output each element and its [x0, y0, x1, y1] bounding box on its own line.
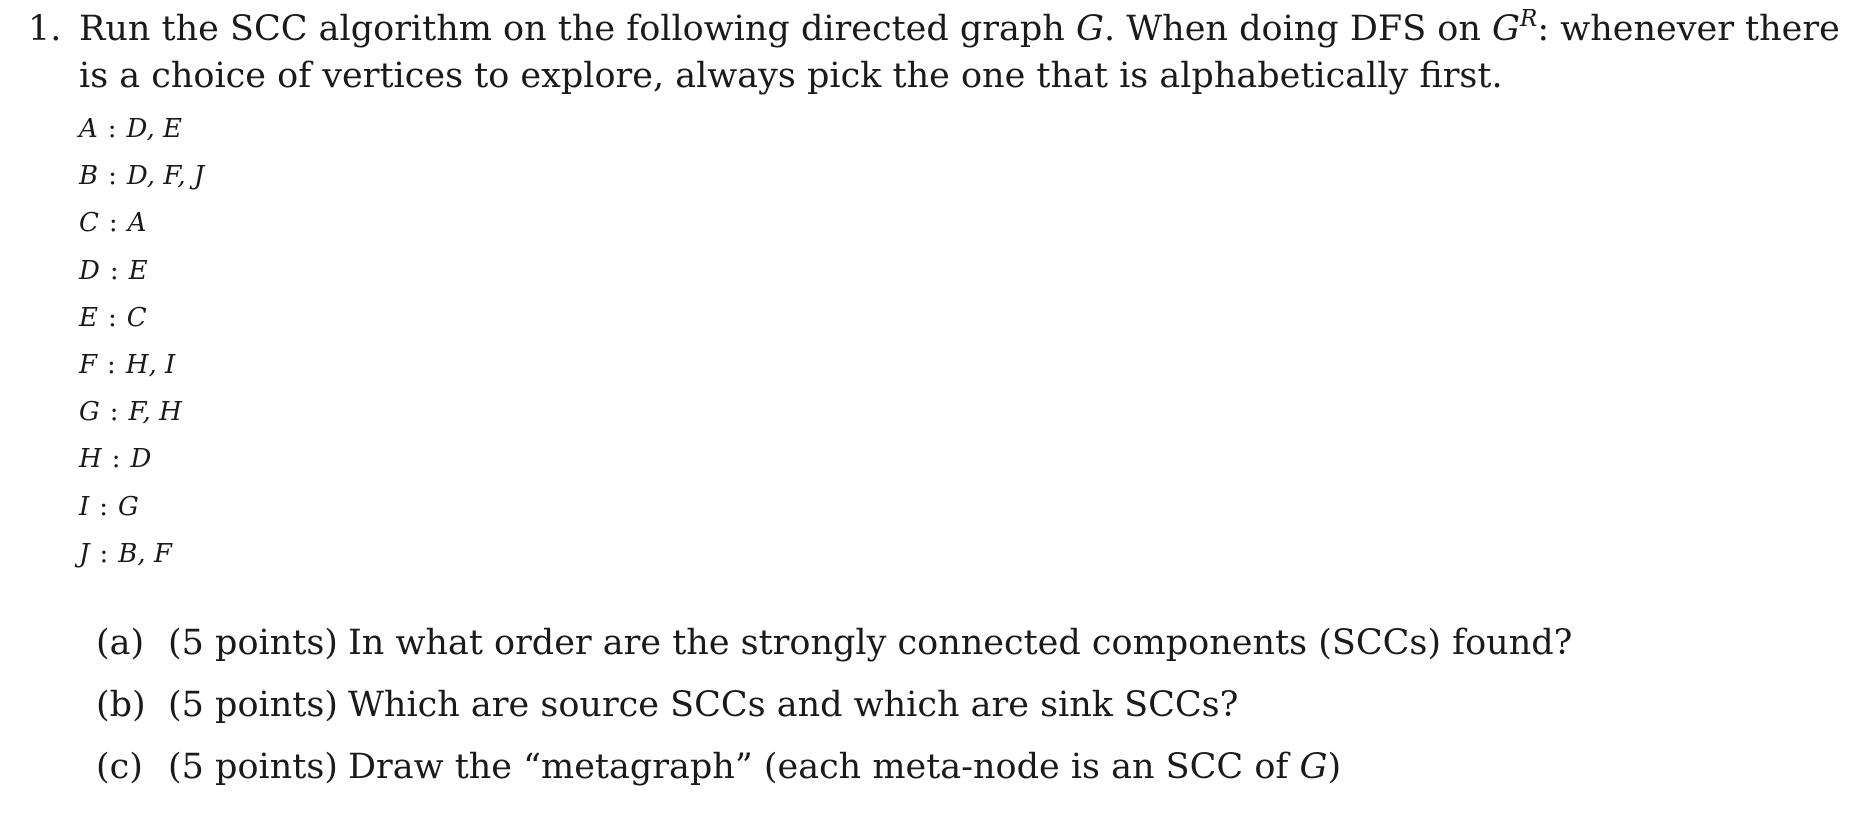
vertex-neighbors: H, I: [125, 349, 176, 380]
adjacency-colon: :: [111, 444, 121, 475]
subquestion-text: In what order are the strongly connected components (SCCs) found?: [347, 622, 1573, 663]
subquestion-text-end: ): [1327, 746, 1342, 787]
adjacency-row-e: [79, 295, 1848, 342]
adjacency-colon: :: [99, 491, 109, 522]
vertex-label: G: [79, 397, 100, 428]
question-line-1: [28, 6, 1848, 53]
question-number: 1.: [28, 9, 62, 49]
vertex-neighbors: E: [128, 255, 148, 286]
adjacency-colon: :: [107, 114, 117, 144]
question-text-end: : whenever there: [1537, 9, 1840, 49]
vertex-neighbors: B, F: [118, 538, 172, 569]
adjacency-colon: :: [107, 349, 116, 380]
adjacency-colon: :: [109, 255, 119, 286]
subquestion-text: Draw the “metagraph” (each meta-node is an SCC of: [347, 746, 1300, 787]
question-text-start: Run the SCC algorithm on the following directed graph: [79, 9, 1076, 49]
question-text-mid: . When doing DFS on: [1103, 9, 1493, 49]
adjacency-row-a: [79, 106, 1848, 153]
adjacency-colon: :: [99, 538, 109, 569]
reverse-graph-superscript: R: [1520, 6, 1538, 32]
adjacency-colon: :: [108, 161, 117, 192]
vertex-label: F: [79, 349, 98, 380]
adjacency-row-j: [79, 531, 1848, 578]
adjacency-list: [28, 106, 1848, 578]
graph-symbol: G: [1075, 9, 1104, 49]
vertex-neighbors: F, H: [128, 397, 182, 428]
subquestion-list: [28, 612, 1848, 798]
vertex-label: J: [79, 538, 90, 569]
adjacency-row-i: [79, 484, 1848, 531]
graph-symbol: G: [1299, 746, 1328, 787]
subquestion-label: (b): [96, 684, 146, 725]
adjacency-row-g: [79, 389, 1848, 436]
subquestion-a: [96, 612, 1848, 674]
vertex-label: A: [79, 114, 98, 144]
adjacency-row-f: [79, 342, 1848, 389]
adjacency-row-d: [79, 248, 1848, 295]
vertex-label: D: [79, 255, 100, 286]
adjacency-colon: :: [109, 397, 119, 428]
vertex-label: H: [79, 444, 102, 475]
adjacency-row-h: [79, 436, 1848, 483]
vertex-neighbors: C: [126, 302, 147, 333]
subquestion-label: (c): [96, 746, 143, 787]
question-line-2: is a choice of vertices to explore, always pick the one that is alphabetically first.: [79, 56, 1503, 96]
adjacency-row-b: [79, 153, 1848, 200]
subquestion-points: (5 points): [168, 622, 338, 663]
subquestion-c: [96, 736, 1848, 798]
subquestion-points: (5 points): [168, 684, 338, 725]
subquestion-points: (5 points): [168, 746, 338, 787]
vertex-label: E: [79, 302, 98, 333]
subquestion-text: Which are source SCCs and which are sink SCCs?: [347, 684, 1239, 725]
vertex-label: I: [79, 491, 90, 522]
subquestion-label: (a): [96, 622, 145, 663]
vertex-neighbors: D, F, J: [126, 161, 205, 192]
reverse-graph-base: G: [1492, 9, 1520, 49]
vertex-neighbors: D: [130, 444, 152, 475]
adjacency-row-c: [79, 200, 1848, 247]
problem-1: [28, 6, 1848, 798]
vertex-label: C: [79, 208, 99, 239]
vertex-neighbors: A: [127, 208, 147, 239]
vertex-label: B: [79, 161, 99, 192]
adjacency-colon: :: [107, 302, 117, 333]
vertex-neighbors: G: [118, 491, 139, 522]
vertex-neighbors: D, E: [126, 114, 182, 144]
adjacency-colon: :: [108, 208, 118, 239]
subquestion-b: [96, 674, 1848, 736]
